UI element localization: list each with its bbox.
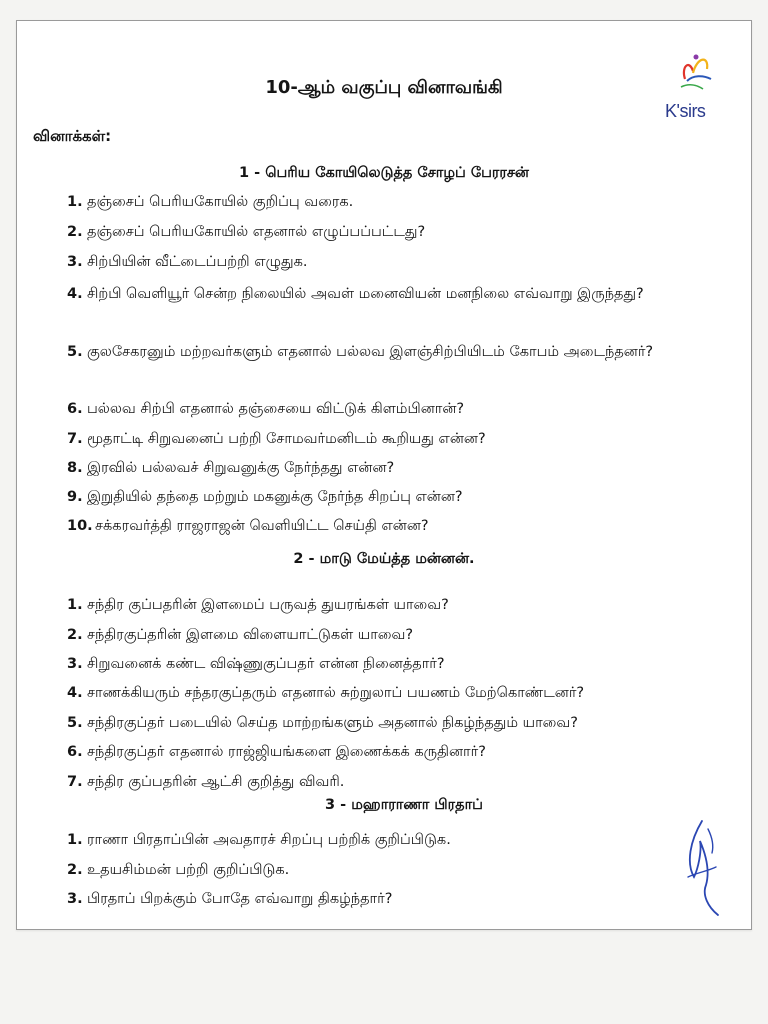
page-title: 10-ஆம் வகுப்பு வினாவங்கி xyxy=(265,77,503,98)
question-text: சந்திரகுப்தரின் இளமை விளையாட்டுகள் யாவை? xyxy=(87,627,414,643)
question-text: தஞ்சைப் பெரியகோயில் எதனால் எழுப்பப்பட்டது? xyxy=(87,224,426,240)
question-text: சாணக்கியரும் சந்தரகுப்தரும் எதனால் சுற்றுலாப் பயணம் மேற்கொண்டனர்? xyxy=(87,685,585,701)
question-text: ராணா பிரதாப்பின் அவதாரச் சிறப்பு பற்றிக் குறிப்பிடுக. xyxy=(87,832,451,848)
question-item xyxy=(67,515,747,537)
question-text: உதயசிம்மன் பற்றி குறிப்பிடுக. xyxy=(87,862,290,878)
question-item xyxy=(67,457,747,479)
section-2-title: 2 - மாடு மேய்த்த மன்னன். xyxy=(293,551,475,567)
question-item xyxy=(67,682,747,704)
question-number: 1. xyxy=(67,597,83,613)
question-number: 2. xyxy=(67,862,83,878)
question-text: தஞ்சைப் பெரியகோயில் குறிப்பு வரைக. xyxy=(87,194,354,210)
question-number: 7. xyxy=(67,774,83,790)
question-number: 3. xyxy=(67,891,83,907)
question-text: பல்லவ சிற்பி எதனால் தஞ்சையை விட்டுக் கிளம்பினான்? xyxy=(87,401,465,417)
handwritten-signature-icon xyxy=(672,811,732,921)
section-1-title: 1 - பெரிய கோயிலெடுத்த சோழப் பேரரசன் xyxy=(239,165,529,181)
question-number: 2. xyxy=(67,224,83,240)
question-item xyxy=(67,888,747,910)
question-text: சிற்பி வெளியூர் சென்ற நிலையில் அவள் மனைவியன் மனநிலை எவ்வாறு இருந்தது? xyxy=(87,286,644,302)
question-number: 9. xyxy=(67,489,83,505)
question-item xyxy=(67,741,747,763)
question-number: 6. xyxy=(67,744,83,760)
question-number: 8. xyxy=(67,460,83,476)
question-text: சந்திர குப்பதரின் ஆட்சி குறித்து விவரி. xyxy=(87,774,345,790)
question-number: 2. xyxy=(67,627,83,643)
question-text: குலசேகரனும் மற்றவர்களும் எதனால் பல்லவ இளஞ்சிற்பியிடம் கோபம் அடைந்தனர்? xyxy=(87,344,654,360)
question-item xyxy=(67,191,747,213)
question-number: 4. xyxy=(67,286,83,302)
question-number: 7. xyxy=(67,431,83,447)
question-text: சிற்பியின் வீட்டைப்பற்றி எழுதுக. xyxy=(87,254,308,270)
question-item xyxy=(67,277,747,311)
question-text: இறுதியில் தந்தை மற்றும் மகனுக்கு நேர்ந்த சிறப்பு என்ன? xyxy=(87,489,463,505)
question-bank-page xyxy=(16,20,752,930)
question-item xyxy=(67,859,747,881)
question-number: 6. xyxy=(67,401,83,417)
question-number: 4. xyxy=(67,685,83,701)
question-item xyxy=(67,335,747,369)
question-item xyxy=(67,428,747,450)
question-item xyxy=(67,221,747,243)
questions-heading: வினாக்கள்: xyxy=(33,127,112,145)
question-text: பிரதாப் பிறக்கும் போதே எவ்வாறு திகழ்ந்தார்? xyxy=(87,891,393,907)
question-item xyxy=(67,771,747,793)
question-item xyxy=(67,398,747,420)
question-item xyxy=(67,486,747,508)
question-text: சக்கரவர்த்தி ராஜராஜன் வெளியிட்ட செய்தி என்ன? xyxy=(95,518,429,534)
question-item xyxy=(67,712,747,734)
question-text: சந்திரகுப்தர் எதனால் ராஜ்ஜியங்களை இணைக்கக் கருதினார்? xyxy=(87,744,486,760)
question-item xyxy=(67,829,747,851)
logo-text: K'sirs xyxy=(665,101,706,121)
question-number: 5. xyxy=(67,344,83,360)
question-number: 1. xyxy=(67,194,83,210)
question-item xyxy=(67,251,747,273)
question-text: மூதாட்டி சிறுவனைப் பற்றி சோமவர்மனிடம் கூறியது என்ன? xyxy=(87,431,486,447)
question-text: சந்திர குப்பதரின் இளமைப் பருவத் துயரங்கள் யாவை? xyxy=(87,597,449,613)
question-item xyxy=(67,653,747,675)
question-number: 5. xyxy=(67,715,83,731)
question-item xyxy=(67,594,747,616)
question-number: 3. xyxy=(67,656,83,672)
question-item xyxy=(67,624,747,646)
question-text: இரவில் பல்லவச் சிறுவனுக்கு நேர்ந்தது என்ன? xyxy=(87,460,395,476)
question-text: சந்திரகுப்தர் படையில் செய்த மாற்றங்களும் அதனால் நிகழ்ந்ததும் யாவை? xyxy=(87,715,578,731)
question-text: சிறுவனைக் கண்ட விஷ்ணுகுப்பதர் என்ன நினைத்தார்? xyxy=(87,656,445,672)
question-number: 3. xyxy=(67,254,83,270)
question-number: 1. xyxy=(67,832,83,848)
question-number: 10. xyxy=(67,518,93,534)
section-3-title: 3 - மஹாராணா பிரதாப் xyxy=(325,797,483,813)
